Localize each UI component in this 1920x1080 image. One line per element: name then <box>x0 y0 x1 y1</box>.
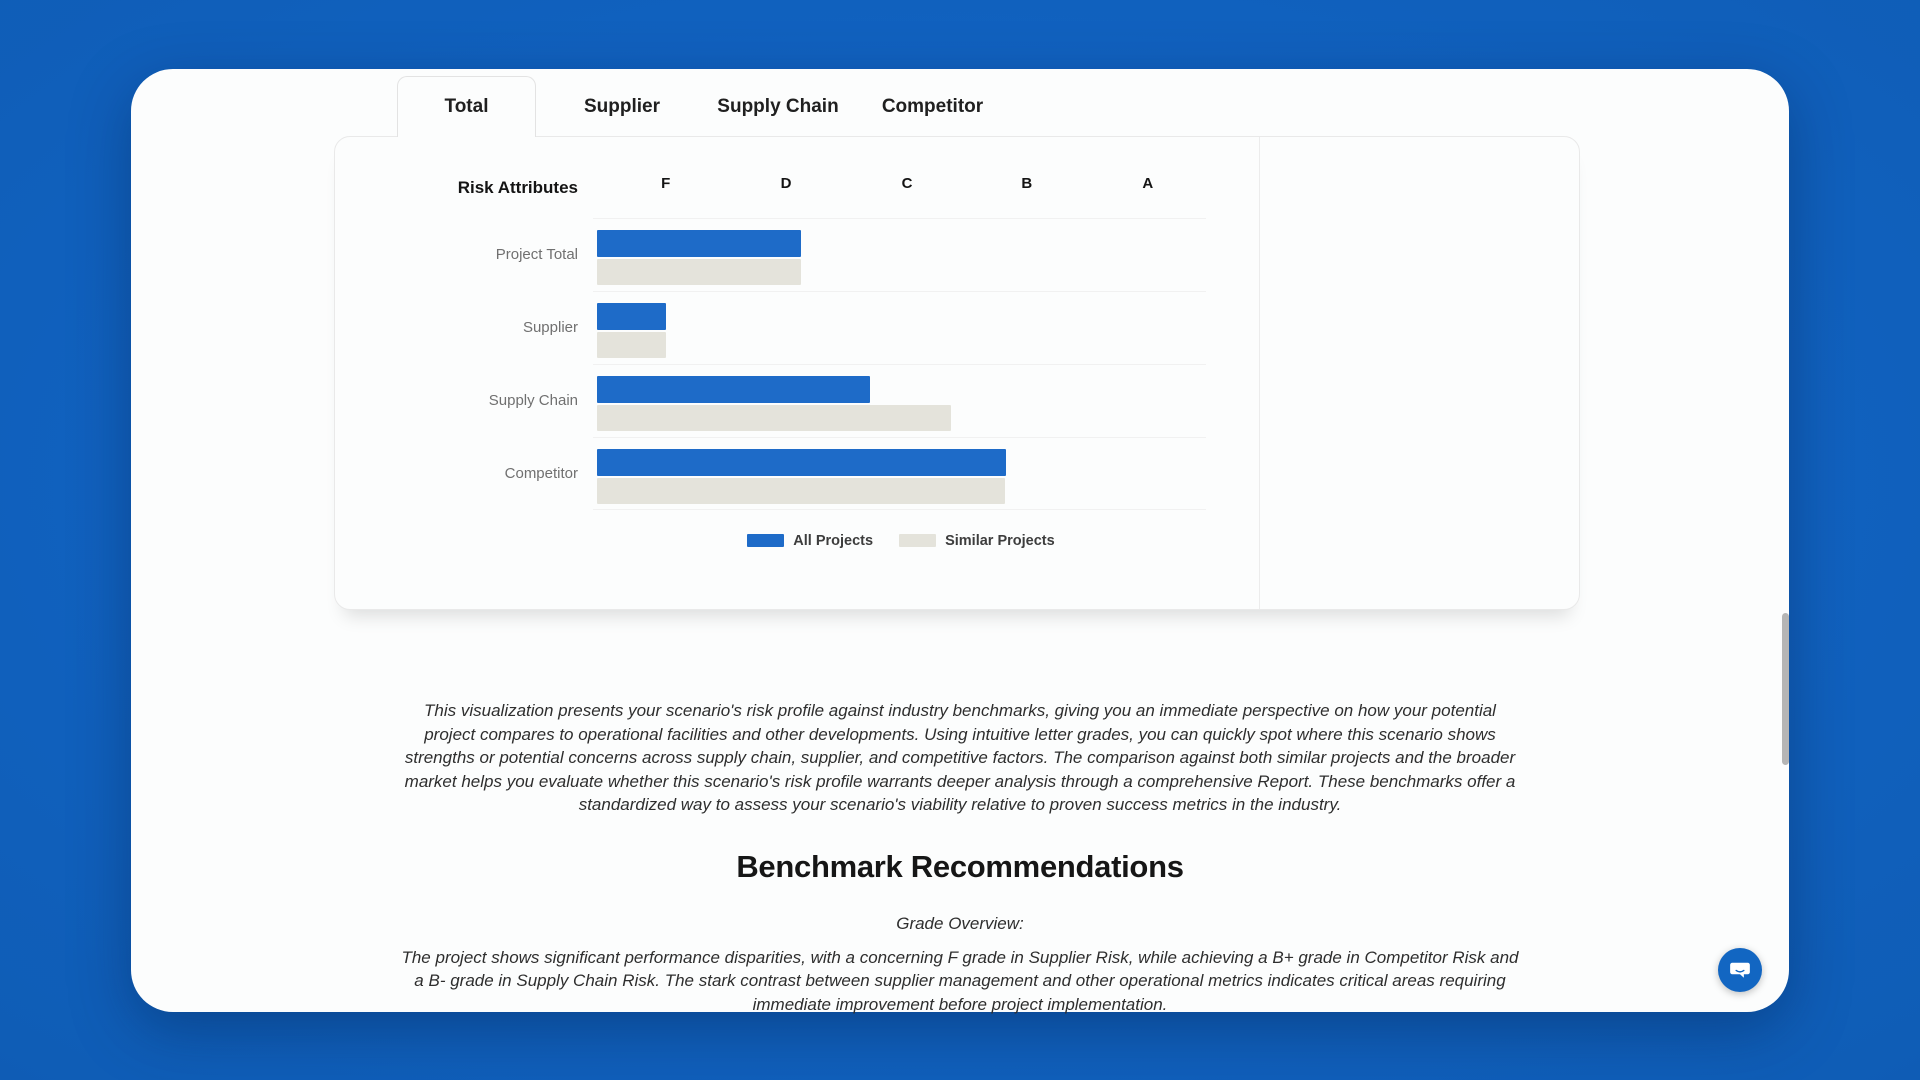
chart-row-competitor <box>593 437 1206 510</box>
bar-all-projects-supply-chain <box>597 376 870 403</box>
grade-axis <box>597 175 1205 201</box>
legend-swatch-all-projects <box>747 534 784 547</box>
bar-all-projects-project-total <box>597 230 801 257</box>
chart-row-project-total <box>593 218 1206 291</box>
tab-supply-chain-label: Supply Chain <box>717 95 839 117</box>
row-label-project-total: Project Total <box>495 246 578 263</box>
benchmark-description: This visualization presents your scenario's risk profile against industry benchmarks, giving you an immediate perspective on how your potential project compares to operational facilities and other developments. Using intuitive letter grades, you can quickly spot where this scenario shows strengths or potential concerns across supply chain, supplier, and competitive factors. The comparison against both similar projects and the broader market helps you evaluate whether this scenario's risk profile warrants deeper analysis through a comprehensive Report. These benchmarks offer a standardized way to assess your scenario's viability relative to proven success metrics in the industry. <box>404 701 1516 814</box>
recommendations-title: Benchmark Recommendations <box>736 848 1184 884</box>
legend-label-all-projects: All Projects <box>793 532 874 549</box>
row-label-supply-chain: Supply Chain <box>488 392 578 409</box>
grade-tick-d: D <box>780 175 792 192</box>
panel-divider <box>1259 137 1260 609</box>
grade-tick-a: A <box>1142 175 1154 192</box>
row-label-competitor: Competitor <box>504 465 578 482</box>
bar-all-projects-supplier <box>597 303 666 330</box>
vertical-scrollbar-thumb[interactable] <box>1782 613 1789 765</box>
grade-tick-b: B <box>1021 175 1033 192</box>
risk-benchmark-chart-panel <box>334 136 1580 610</box>
legend-swatch-similar-projects <box>899 534 936 547</box>
row-label-supplier: Supplier <box>522 319 578 336</box>
chat-launcher-button[interactable] <box>1718 948 1762 992</box>
bar-similar-projects-supplier <box>597 332 666 358</box>
bar-all-projects-competitor <box>597 449 1006 476</box>
tab-supplier-label: Supplier <box>583 95 660 117</box>
tab-competitor[interactable] <box>862 76 1003 137</box>
legend-label-similar-projects: Similar Projects <box>945 532 1055 549</box>
grade-overview-text: The project shows significant performance disparities, with a concerning F grade in Supplier Risk, while achieving a B+ grade in Competitor Risk and a B- grade in Supply Chain Risk. The stark contrast between supplier management and other operational metrics indicates critical areas requiring immediate improvement before project implementation. <box>401 947 1519 1014</box>
chat-bubble-icon <box>1728 958 1752 982</box>
bar-similar-projects-competitor <box>597 478 1005 504</box>
tab-total-label: Total <box>444 96 489 117</box>
tab-competitor-label: Competitor <box>881 95 984 117</box>
chart-plot-area <box>593 218 1206 510</box>
grade-tick-f: F <box>661 175 671 192</box>
bar-similar-projects-project-total <box>597 259 801 285</box>
row-labels-column <box>335 218 582 510</box>
chart-title: Risk Attributes <box>457 178 578 197</box>
chart-legend <box>597 533 1205 548</box>
chart-row-supply-chain <box>593 364 1206 437</box>
chart-row-supplier <box>593 291 1206 364</box>
grade-overview-label: Grade Overview: <box>896 913 1024 933</box>
legend-item-all-projects <box>747 533 873 549</box>
bar-similar-projects-supply-chain <box>597 405 951 431</box>
tab-supply-chain[interactable] <box>707 76 849 137</box>
tab-supplier[interactable] <box>552 76 692 137</box>
main-content-card <box>131 69 1789 1012</box>
legend-item-similar-projects <box>899 533 1055 549</box>
tab-total[interactable] <box>397 76 536 137</box>
grade-tick-c: C <box>901 175 913 192</box>
benchmark-text-section <box>131 699 1789 1016</box>
